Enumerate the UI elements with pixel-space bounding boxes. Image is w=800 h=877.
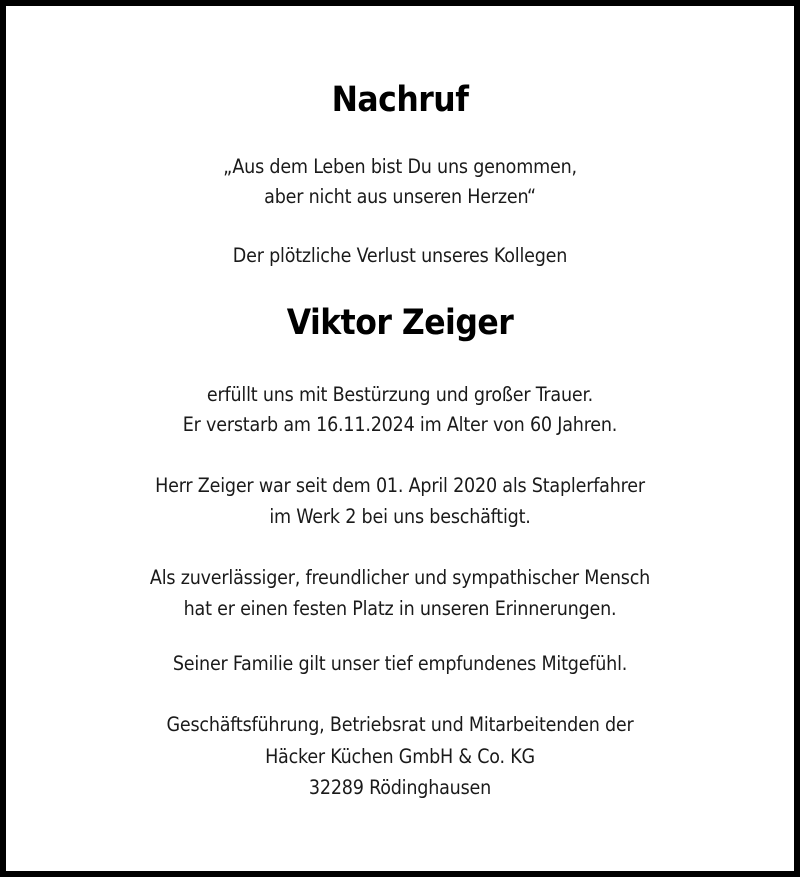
quote-line-2: aber nicht aus unseren Herzen“	[264, 185, 536, 208]
intro-text: Der plötzliche Verlust unseres Kollegen	[232, 244, 568, 267]
employment-line-1: Herr Zeiger war seit dem 01. April 2020 als Staplerfahrer	[155, 474, 645, 497]
signature-line-1: Geschäftsführung, Betriebsrat und Mitarbeitenden der	[166, 713, 634, 736]
notice-title: Nachruf	[331, 80, 469, 120]
signature-company: Häcker Küchen GmbH & Co. KG	[265, 745, 535, 768]
character-line-2: hat er einen festen Platz in unseren Erinnerungen.	[183, 597, 617, 620]
grief-line-2: Er verstarb am 16.11.2024 im Alter von 60 Jahren.	[182, 413, 618, 436]
condolence-text: Seiner Familie gilt unser tief empfundenes Mitgefühl.	[172, 652, 628, 675]
signature-location: 32289 Rödinghausen	[308, 776, 492, 799]
character-line-1: Als zuverlässiger, freundlicher und sympathischer Mensch	[149, 566, 651, 589]
employment-line-2: im Werk 2 bei uns beschäftigt.	[269, 505, 531, 528]
grief-line-1: erfüllt uns mit Bestürzung und großer Trauer.	[206, 383, 594, 406]
quote-line-1: „Aus dem Leben bist Du uns genommen,	[223, 155, 577, 178]
deceased-name: Viktor Zeiger	[286, 303, 514, 343]
